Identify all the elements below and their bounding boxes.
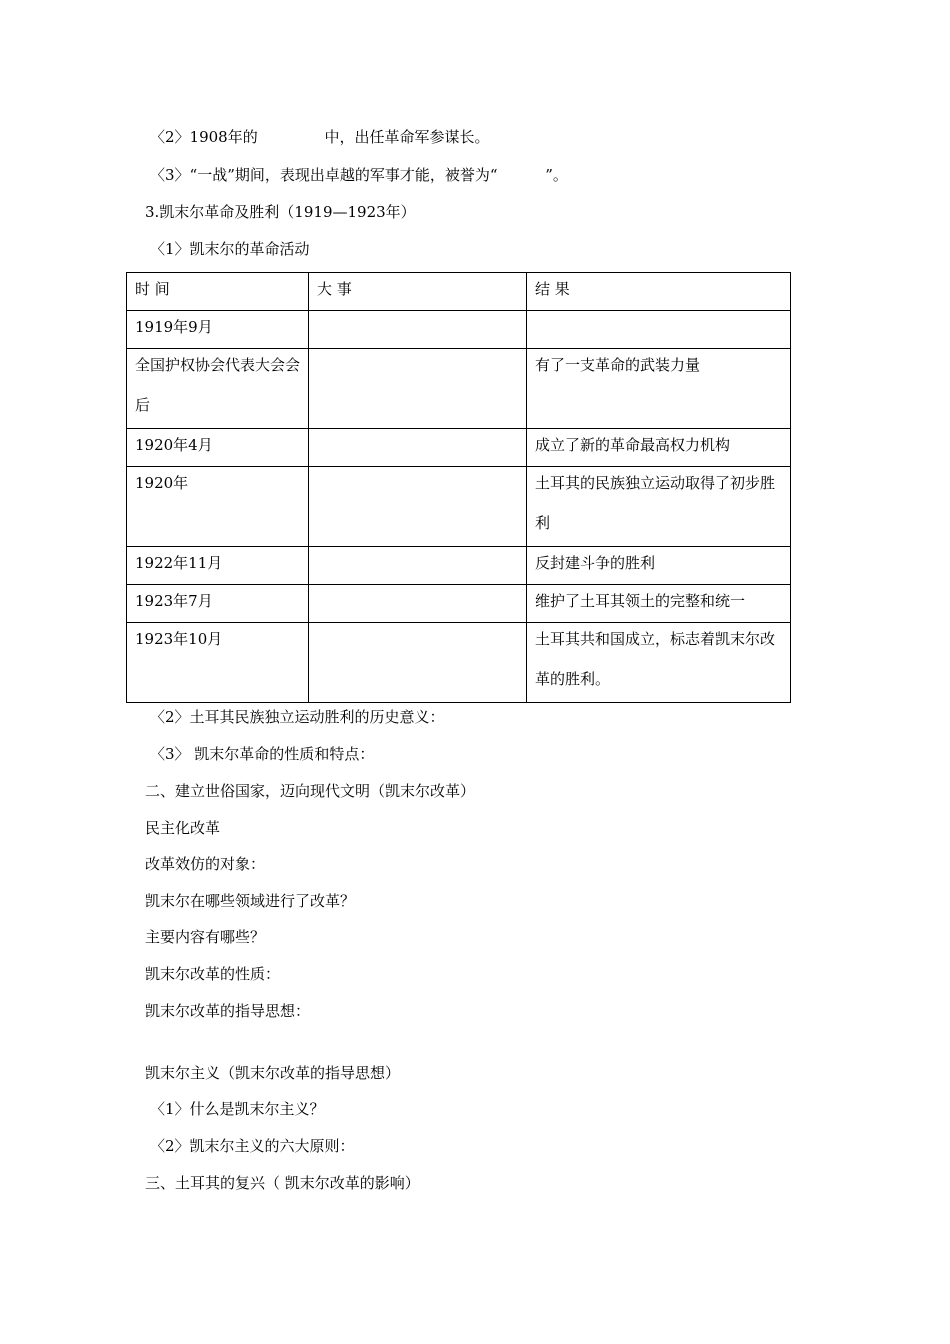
- table-row: [127, 547, 791, 585]
- cell-event: [309, 585, 527, 623]
- text-line: 〈3〉“一战”期间，表现出卓越的军事才能，被誉为“ ”。: [150, 166, 568, 184]
- text-line: 〈3〉 凯末尔革命的性质和特点：: [150, 745, 375, 763]
- text-line: 凯末尔改革的指导思想：: [145, 1002, 311, 1020]
- table-header-row: [127, 273, 791, 311]
- table-row: [127, 349, 791, 429]
- cell-event: [309, 311, 527, 349]
- text-line: 凯末尔在哪些领域进行了改革？: [145, 892, 356, 910]
- cell-event: [309, 429, 527, 467]
- cell-result: [527, 311, 791, 349]
- header-event: 大 事: [309, 273, 527, 311]
- text-line: 〈1〉凯末尔的革命活动: [150, 240, 310, 258]
- section-heading: 3.凯末尔革命及胜利（1919—1923年）: [145, 203, 416, 221]
- text-line: 〈2〉1908年的 中，出任革命军参谋长。: [150, 128, 490, 146]
- table-row: [127, 623, 791, 703]
- cell-time: 1920年4月: [127, 429, 309, 467]
- cell-time: 1920年: [127, 467, 309, 547]
- section-heading: 三、土耳其的复兴（ 凯末尔改革的影响）: [145, 1174, 420, 1192]
- cell-result: 土耳其的民族独立运动取得了初步胜利: [527, 467, 791, 547]
- cell-event: [309, 467, 527, 547]
- cell-time: 1919年9月: [127, 311, 309, 349]
- table-row: [127, 467, 791, 547]
- section-heading: 二、建立世俗国家，迈向现代文明（凯末尔改革）: [145, 782, 476, 800]
- header-time: 时 间: [127, 273, 309, 311]
- text-line: 凯末尔主义（凯末尔改革的指导思想）: [145, 1064, 401, 1082]
- cell-result: 反封建斗争的胜利: [527, 547, 791, 585]
- cell-time: 1923年7月: [127, 585, 309, 623]
- text-line: 〈2〉凯末尔主义的六大原则：: [150, 1137, 355, 1155]
- text-line: 民主化改革: [145, 819, 221, 837]
- cell-result: 土耳其共和国成立，标志着凯末尔改革的胜利。: [527, 623, 791, 703]
- cell-time: 1923年10月: [127, 623, 309, 703]
- text-line: 改革效仿的对象：: [145, 855, 266, 873]
- text-line: 〈1〉什么是凯末尔主义？: [150, 1100, 325, 1118]
- cell-event: [309, 547, 527, 585]
- cell-result: 成立了新的革命最高权力机构: [527, 429, 791, 467]
- table-row: [127, 585, 791, 623]
- cell-result: 维护了土耳其领土的完整和统一: [527, 585, 791, 623]
- header-result: 结 果: [527, 273, 791, 311]
- cell-event: [309, 349, 527, 429]
- text-line: 主要内容有哪些？: [145, 928, 266, 946]
- text-line: 〈2〉土耳其民族独立运动胜利的历史意义：: [150, 708, 445, 726]
- table-row: [127, 311, 791, 349]
- events-table: [126, 272, 791, 703]
- cell-event: [309, 623, 527, 703]
- cell-time: 1922年11月: [127, 547, 309, 585]
- table-row: [127, 429, 791, 467]
- cell-time: 全国护权协会代表大会会后: [127, 349, 309, 429]
- cell-result: 有了一支革命的武装力量: [527, 349, 791, 429]
- text-line: 凯末尔改革的性质：: [145, 965, 281, 983]
